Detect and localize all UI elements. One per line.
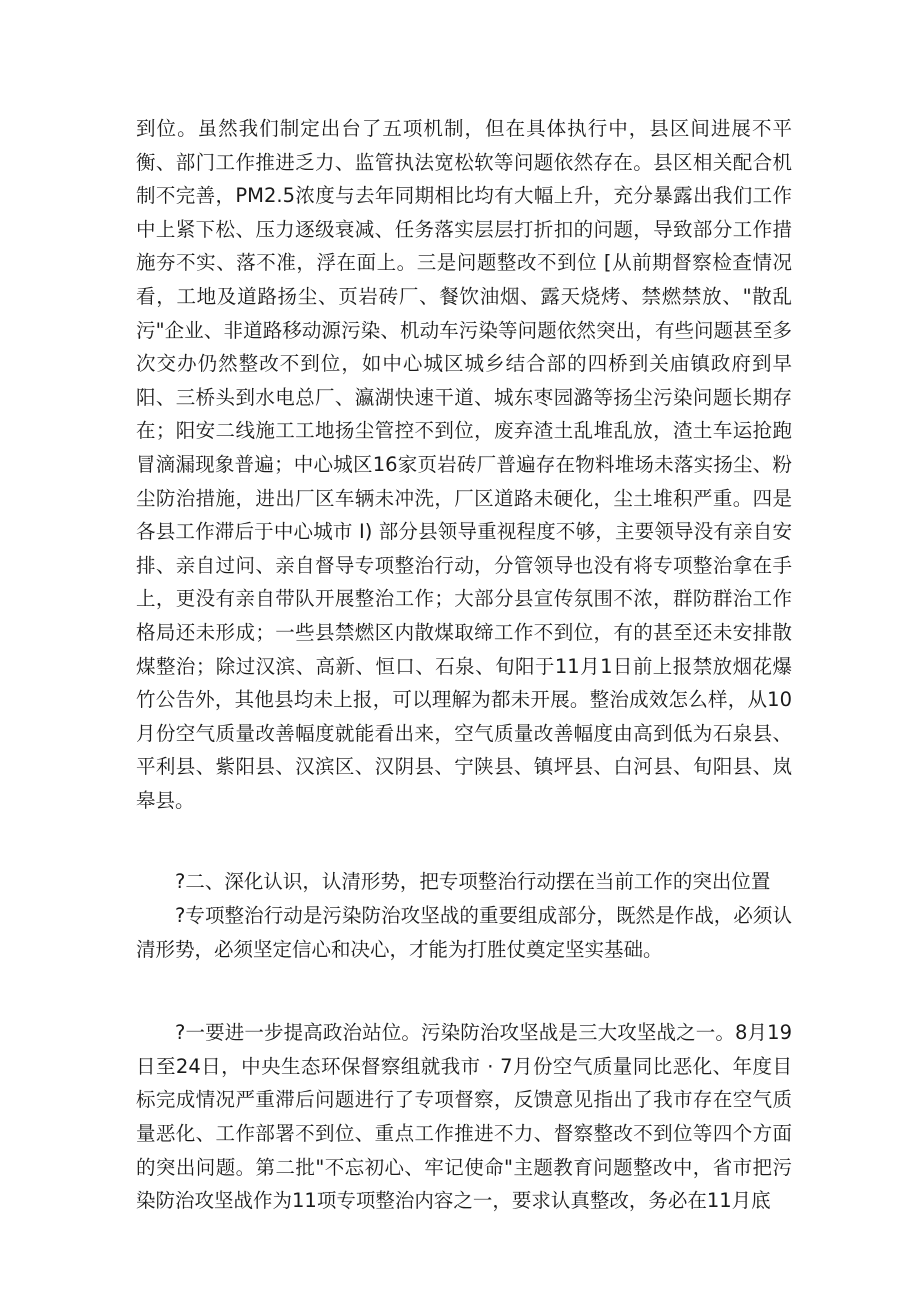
body-paragraph-3: ?一要进一步提高政治站位。污染防治攻坚战是三大攻坚战之一。8月19日至24日，中央生态环保督察组就我市 · 7月份空气质量同比恶化、年度目标完成情况严重滞后问题进行了专项督察，反馈意见指出了我市存在空气质量恶化、工作部署不到位、重点工作推进不力、督察整改不到位等四个方面的突出问题。第二批"不忘初心、牢记使命"主题教育问题整改中，省市把污染防治攻坚战作为11项专项整治内容之一，要求认真整改，务必在11月底 xyxy=(136,1021,792,1213)
section-heading-2: ?二、深化认识，认清形势，把专项整治行动摆在当前工作的突出位置 xyxy=(175,870,771,894)
body-paragraph-1: 到位。虽然我们制定出台了五项机制，但在具体执行中，县区间进展不平衡、部门工作推进乏力、监管执法宽松软等问题依然存在。县区相关配合机制不完善，PM2.5浓度与去年同期相比均有大幅上升，充分暴露出我们工作中上紧下松、压力逐级衰减、任务落实层层打折扣的问题，导致部分工作措施夯不实、落不准，浮在面上。三是问题整改不到位 [从前期督察检查情况看，工地及道路扬尘、页岩砖厂、餐饮油烟、露天烧烤、禁燃禁放、"散乱污"企业、非道路移动源污染、机动车污染等问题依然突出，有些问题甚至多次交办仍然整改不到位，如中心城区城乡结合部的四桥到关庙镇政府到早阳、三桥头到水电总厂、瀛湖快速干道、城东枣园潞等扬尘污染问题长期存在；阳安二线施工工地扬尘管控不到位，废弃渣土乱堆乱放，渣土车运抢跑冒滴漏现象普遍；中心城区16家页岩砖厂普遍存在物料堆场未落实扬尘、粉尘防治措施，进出厂区车辆未冲洗，厂区道路未硬化，尘土堆积严重。四是各县工作滞后于中心城市 I) 部分县领导重视程度不够，主要领导没有亲自安排、亲自过问、亲自督导专项整治行动，分管领导也没有将专项整治拿在手上，更没有亲自带队开展整治工作；大部分县宣传氛围不浓，群防群治工作格局还未形成；一些县禁燃区内散煤取缔工作不到位，有的甚至还未安排散煤整治；除过汉滨、高新、恒口、石泉、旬阳于11月1日前上报禁放烟花爆竹公告外，其他县均未上报，可以理解为都未开展。整治成效怎么样，从10月份空气质量改善幅度就能看出来，空气质量改善幅度由高到低为石泉县、平利县、紫阳县、汉滨区、汉阴县、宁陕县、镇坪县、白河县、旬阳县、岚皋县。 xyxy=(136,117,792,812)
body-paragraph-2: ?专项整治行动是污染防治攻坚战的重要组成部分，既然是作战，必须认清形势，必须坚定信心和决心，才能为打胜仗奠定坚实基础。 xyxy=(136,904,792,961)
